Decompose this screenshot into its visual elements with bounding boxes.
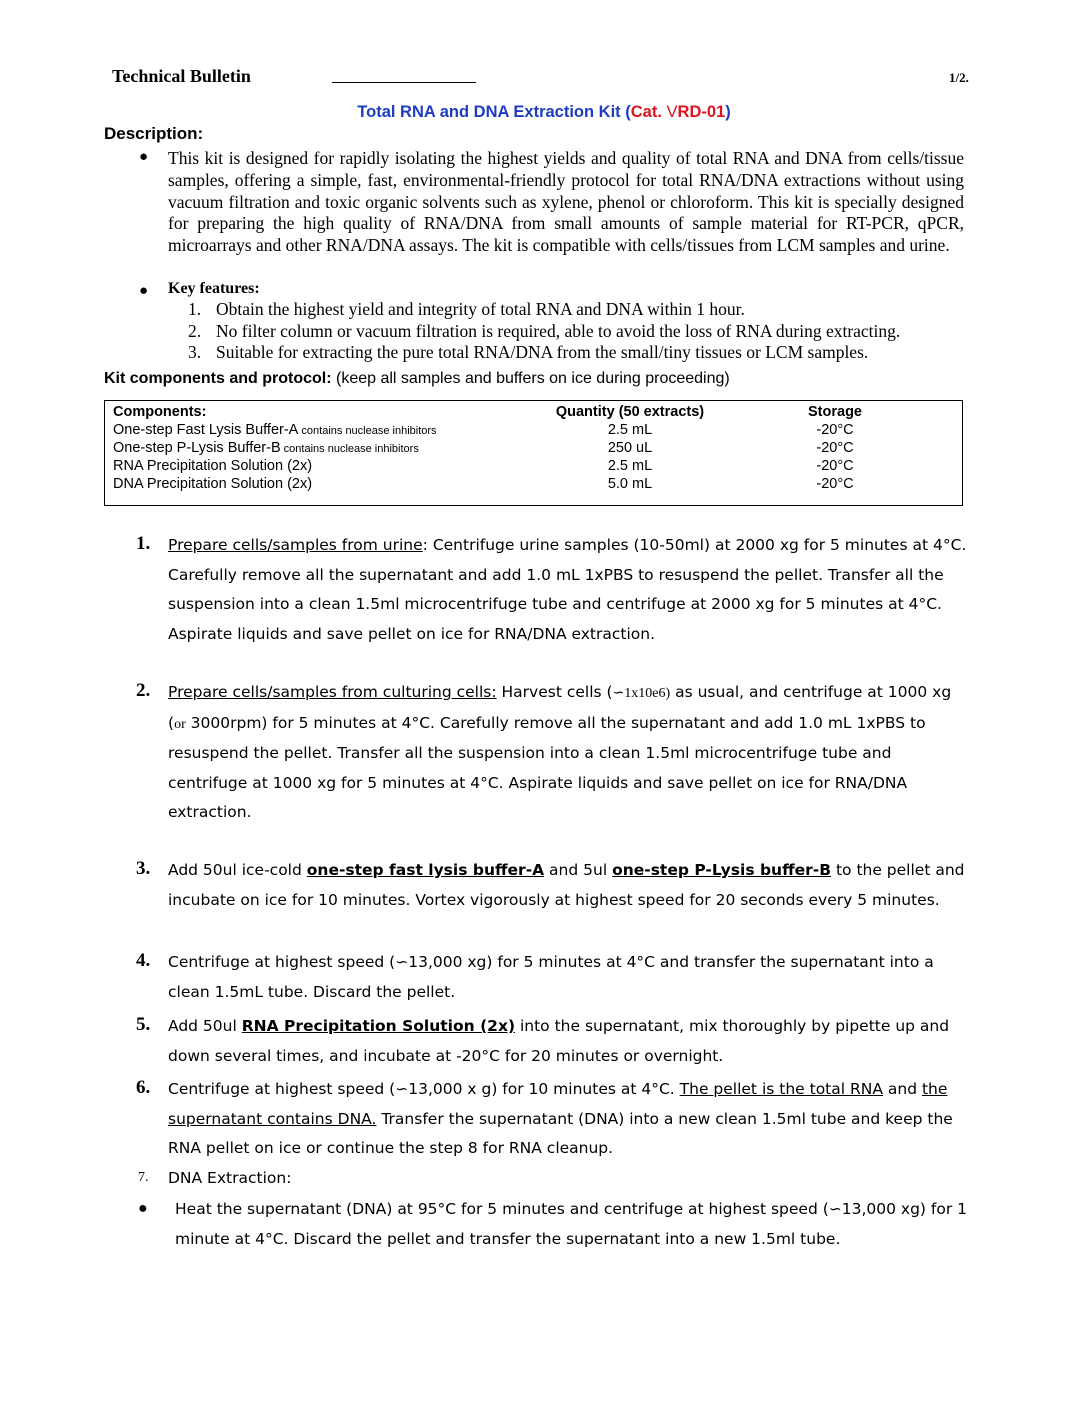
key-feature-text: Obtain the highest yield and integrity of total RNA and DNA within 1 hour. bbox=[216, 299, 745, 319]
rna-precipitation-solution: RNA Precipitation Solution (2x) bbox=[241, 1017, 516, 1035]
step-7-text: DNA Extraction: bbox=[168, 1169, 292, 1187]
column-header-quantity: Quantity (50 extracts) bbox=[555, 404, 705, 420]
title-close: ) bbox=[725, 103, 731, 121]
table-row bbox=[105, 422, 962, 440]
lysis-buffer-a: one-step fast lysis buffer-A bbox=[306, 861, 545, 879]
lysis-buffer-b: one-step P-Lysis buffer-B bbox=[612, 861, 832, 879]
component-name: One-step P-Lysis Buffer-B contains nuclease inhibitors bbox=[113, 440, 419, 456]
step-number: 6. bbox=[136, 1077, 151, 1098]
column-header-storage: Storage bbox=[808, 404, 862, 420]
key-feature-number: 2. bbox=[188, 321, 202, 341]
pellet-note: The pellet is the total RNA bbox=[679, 1080, 883, 1098]
component-storage: -20°C bbox=[816, 422, 854, 438]
step-number: 5. bbox=[136, 1014, 151, 1035]
step-number: 4. bbox=[136, 950, 151, 971]
dna-extraction-text: Heat the supernatant (DNA) at 95°C for 5 minutes and centrifuge at highest speed (∽13,000 xg) for 1 minute at 4°C. Discard the pellet and transfer the supernatant into a new 1.5ml tube. bbox=[175, 1200, 967, 1248]
key-feature-text: No filter column or vacuum filtration is required, able to avoid the loss of RNA during extracting. bbox=[216, 321, 901, 341]
bulletin-title: Technical Bulletin bbox=[112, 66, 251, 86]
kit-heading-bold: Kit components and protocol: bbox=[104, 370, 332, 387]
component-quantity: 250 uL bbox=[607, 440, 653, 456]
key-feature-text: Suitable for extracting the pure total RNA/DNA from the small/tiny tissues or LCM samples. bbox=[216, 342, 869, 362]
kit-heading bbox=[104, 370, 730, 388]
step-number: 2. bbox=[136, 680, 151, 701]
step-2-text: Prepare cells/samples from culturing cells: Harvest cells (∽1x10e6) as usual, and centrifuge at 1000 xg (or 3000rpm) for 5 minutes at 4°C. Carefully remove all the supernatant and add 1.0 mL 1xPBS to resuspend the pellet. Transfer all the suspension into a clean 1.5ml microcentrifuge tube and centrifuge at 1000 xg for 5 minutes at 4°C. Aspirate liquids and save pellet on ice for RNA/DNA extraction. bbox=[168, 683, 952, 821]
step-5-text: Add 50ul RNA Precipitation Solution (2x) into the supernatant, mix thoroughly by pipette up and down several times, and incubate at -20°C for 20 minutes or overnight. bbox=[168, 1017, 950, 1065]
catalog-prefix: Cat. bbox=[630, 103, 667, 121]
bullet-icon: ● bbox=[139, 282, 149, 299]
step-3-text: Add 50ul ice-cold one-step fast lysis buffer-A and 5ul one-step P-Lysis buffer-B to the pellet and incubate on ice for 10 minutes. Vortex vigorously at highest speed for 20 seconds every 5 minutes. bbox=[168, 861, 965, 909]
column-header-components: Components: bbox=[113, 404, 207, 420]
kit-heading-note: (keep all samples and buffers on ice during proceeding) bbox=[331, 370, 730, 387]
bullet-icon: ● bbox=[139, 148, 149, 165]
component-name: DNA Precipitation Solution (2x) bbox=[113, 476, 313, 492]
step-4-text: Centrifuge at highest speed (∽13,000 xg) for 5 minutes at 4°C and transfer the supernatant into a clean 1.5mL tube. Discard the pellet. bbox=[168, 953, 934, 1001]
component-storage: -20°C bbox=[816, 476, 854, 492]
description-paragraph: This kit is designed for rapidly isolating the highest yields and quality of total RNA and DNA from cells/tissue samples, offering a simple, fast, environmental-friendly protocol for total RNA/DNA extractions without using vacuum filtration and toxic organic solvents such as xylene, phenol or chloroform. This kit is specially designed for preparing the high quality of RNA/DNA from small amounts of sample material for RT-PCR, qPCR, microarrays and other RNA/DNA assays. The kit is compatible with cells/tissues from LCM samples and urine. bbox=[168, 148, 964, 256]
key-features-heading: Key features: bbox=[168, 280, 260, 297]
page-number: 1/2. bbox=[949, 70, 969, 85]
component-name: RNA Precipitation Solution (2x) bbox=[113, 458, 313, 474]
catalog-v: V bbox=[666, 103, 678, 121]
step-6-text: Centrifuge at highest speed (∽13,000 x g) for 10 minutes at 4°C. The pellet is the total RNA and the supernatant contains DNA. Transfer the supernatant (DNA) into a new clean 1.5ml tube and keep the RNA pellet on ice or continue the step 8 for RNA cleanup. bbox=[168, 1080, 953, 1157]
document-title bbox=[0, 103, 1088, 122]
step-2-title: Prepare cells/samples from culturing cells: bbox=[168, 683, 497, 701]
table-header-row bbox=[105, 404, 962, 422]
key-feature-number: 1. bbox=[188, 299, 202, 319]
table-row bbox=[105, 476, 962, 494]
step-number: 7. bbox=[138, 1170, 149, 1185]
table-row bbox=[105, 440, 962, 458]
step-1-title: Prepare cells/samples from urine bbox=[168, 536, 423, 554]
description-heading: Description: bbox=[104, 124, 204, 143]
component-storage: -20°C bbox=[816, 458, 854, 474]
bullet-icon: ● bbox=[138, 1200, 148, 1217]
component-name: One-step Fast Lysis Buffer-A contains nuclease inhibitors bbox=[113, 422, 437, 438]
step-number: 3. bbox=[136, 858, 151, 879]
component-quantity: 2.5 mL bbox=[607, 422, 653, 438]
step-number: 1. bbox=[136, 533, 151, 554]
catalog-code: RD-01 bbox=[677, 103, 726, 121]
table-row bbox=[105, 458, 962, 476]
header-rule bbox=[332, 82, 476, 83]
title-main: Total RNA and DNA Extraction Kit ( bbox=[357, 103, 631, 121]
component-quantity: 2.5 mL bbox=[607, 458, 653, 474]
step-1-text: Prepare cells/samples from urine: Centrifuge urine samples (10-50ml) at 2000 xg for 5 minutes at 4°C. Carefully remove all the supernatant and add 1.0 mL 1xPBS to resuspend the pellet. Transfer all the suspension into a clean 1.5ml microcentrifuge tube and centrifuge at 2000 xg for 5 minutes at 4°C. Aspirate liquids and save pellet on ice for RNA/DNA extraction. bbox=[168, 536, 967, 643]
supernatant-note: the supernatant contains DNA. bbox=[168, 1080, 948, 1128]
components-table bbox=[104, 400, 963, 506]
component-quantity: 5.0 mL bbox=[607, 476, 653, 492]
key-feature-number: 3. bbox=[188, 342, 202, 362]
component-storage: -20°C bbox=[816, 440, 854, 456]
